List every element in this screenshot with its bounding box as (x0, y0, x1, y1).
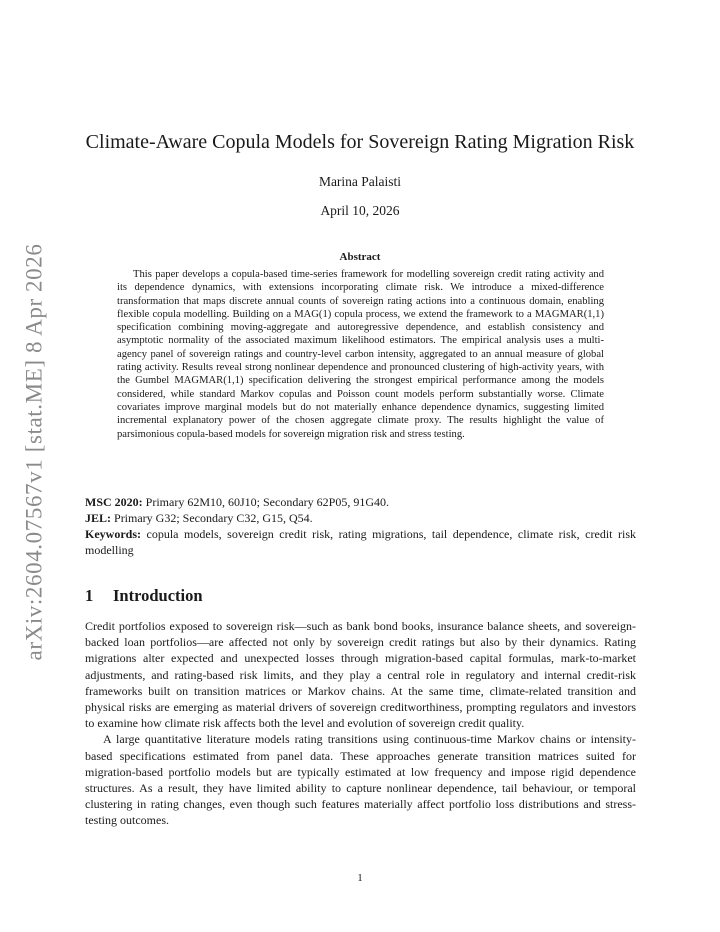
keywords-row (85, 526, 636, 558)
section-title: Introduction (113, 586, 203, 605)
jel-row (85, 510, 636, 526)
keywords-value: copula models, sovereign credit risk, rating migrations, tail dependence, climate risk, credit risk modelling (85, 527, 636, 557)
abstract-heading: Abstract (339, 251, 381, 263)
section-heading-introduction (85, 586, 203, 606)
jel-value: Primary G32; Secondary C32, G15, Q54. (114, 511, 313, 525)
msc-label: MSC 2020: (85, 495, 143, 509)
arxiv-identifier-stamp (14, 243, 54, 661)
msc-row (85, 494, 636, 510)
classification-block (85, 494, 636, 558)
jel-label: JEL: (85, 511, 112, 525)
introduction-body (85, 618, 636, 829)
intro-paragraph-2: A large quantitative literature models rating transitions using continuous-time Markov chains or intensity-based specifications estimated from panel data. These approaches generate transition matrices suited for migration-based portfolio models but are typically estimated at low frequency and impose rigid dependence structures. As a result, they have limited ability to capture nonlinear dependence, tail behaviour, or temporal clustering in rating changes, even though such features materially affect portfolio loss distributions and stress-testing outcomes. (85, 732, 636, 828)
publication-date: April 10, 2026 (320, 203, 400, 218)
arxiv-identifier-text: arXiv:2604.07567v1 [stat.ME] 8 Apr 2026 (21, 243, 47, 661)
section-number: 1 (85, 586, 94, 605)
keywords-label: Keywords: (85, 527, 141, 541)
page-number: 1 (357, 872, 363, 884)
paper-title: Climate-Aware Copula Models for Sovereign Rating Migration Risk (85, 131, 635, 153)
abstract-body: This paper develops a copula-based time-series framework for modelling sovereign credit rating activity and its dependence dynamics, with extensions incorporating climate risk. We introduce a mixed-difference transformation that maps discrete annual counts of sovereign rating actions into a continuous domain, enabling flexible copula modelling. Building on a MAG(1) copula process, we extend the framework to a MAGMAR(1,1) specification combining moving-aggregate and autoregressive dependence, and establish consistency and asymptotic normality of the associated maximum likelihood estimators. The empirical analysis uses a multi-agency panel of sovereign ratings and country-level carbon intensity, aggregated to an annual measure of global rating activity. Results reveal strong nonlinear dependence and pronounced clustering of high-activity years, with the Gumbel MAGMAR(1,1) specification delivering the strongest empirical performance among the models considered, while standard Markov copulas and Poisson count models perform substantially worse. Climate covariates improve marginal models but do not materially enhance dependence dynamics, suggesting limited incremental explanatory power of the chosen aggregate climate proxy. The results highlight the value of parsimonious copula-based models for sovereign migration risk and stress testing. (117, 269, 604, 440)
msc-value: Primary 62M10, 60J10; Secondary 62P05, 91G40. (145, 495, 389, 509)
intro-paragraph-1: Credit portfolios exposed to sovereign risk—such as bank bond books, insurance balance sheets, and sovereign-backed loan portfolios—are affected not only by sovereign credit ratings but also by their dynamics. Rating migrations alter expected and unexpected losses through migration-based capital formulas, mark-to-market adjustments, and rating-based risk limits, and they play a central role in regulatory and internal credit-risk frameworks built on transition matrices or Markov chains. At the same time, climate-related transition and physical risks are emerging as material drivers of sovereign creditworthiness, prompting regulators and investors to examine how climate risk affects both the level and evolution of sovereign credit quality. (85, 619, 636, 731)
author-name: Marina Palaisti (318, 174, 402, 189)
